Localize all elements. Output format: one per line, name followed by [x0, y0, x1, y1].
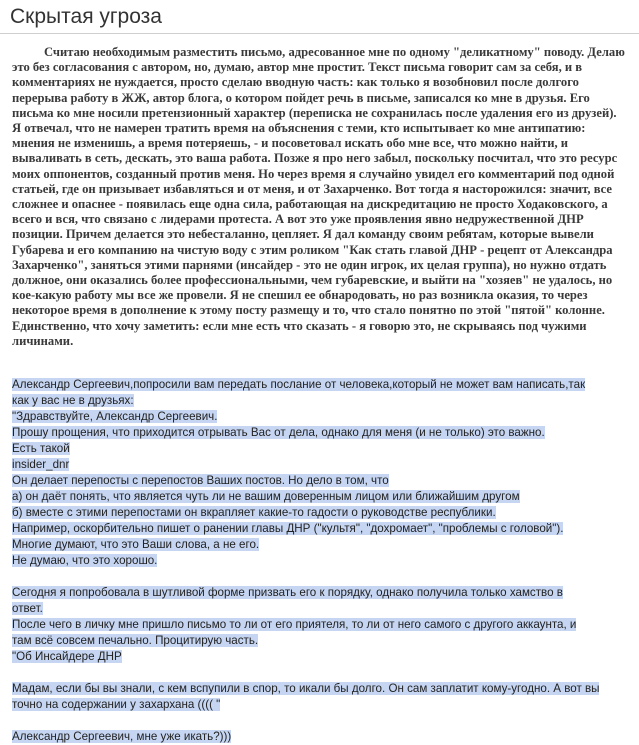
quote-line-text: Многие думают, что это Ваши слова, а не его. — [12, 538, 260, 551]
intro-paragraph — [12, 45, 626, 349]
quote-line — [12, 377, 632, 393]
page-title: Скрытая угроза — [10, 5, 162, 28]
title-bar — [0, 0, 639, 34]
quoted-letter — [12, 377, 632, 745]
quote-line — [12, 425, 632, 441]
quote-line — [12, 665, 632, 681]
quote-line-text: insider_dnr — [12, 458, 70, 471]
quote-line-text: Он делает перепосты с перепостов Ваших постов. Но дело в том, что — [12, 474, 389, 487]
quote-line — [12, 713, 632, 729]
quote-line — [12, 649, 632, 665]
quote-line — [12, 441, 632, 457]
quote-line — [12, 553, 632, 569]
quote-line — [12, 681, 632, 697]
intro-text: Считаю необходимым разместить письмо, адресованное мне по одному "деликатному" поводу. Делаю это без согласования с автором, но, думаю, автор мне простит. Текст письма говорит сам за себя, и в комментариях не нуждается, просто сделаю вводную часть: как только я возобновил после долгого перерыва работу в ЖЖ, автор блога, о котором пойдет речь в письме, записался ко мне в друзья. Его письма ко мне носили претензионный характер (переписка не сохранилась после удаления его из друзей). Я отвечал, что не намерен тратить время на объяснения с теми, кто испытывает ко мне антипатию: мнения не изменишь, а время потеряешь, - и посоветовал искать обо мне все, что можно найти, и вываливать в сеть, дескать, это ваша работа. Позже я про него забыл, поскольку посчитал, что это ресурс моих оппонентов, созданный против меня. Но через время я случайно увидел его комментарий под одной статьей, где он призывает избавляться и от меня, и от Захарченко. Вот тогда я насторожился: значит, все сложнее и опаснее - появилась еще одна сила, работающая на дискредитацию не просто Ходаковского, а всего и вся, что связано с лидерами протеста. А вот это уже проявления явно недружественной ДНР позиции. Причем делается это небесталанно, цепляет. Я дал команду своим ребятам, которые вывели Губарева и его компанию на чистую воду с этим роликом "Как стать главой ДНР - рецепт от Александра Захарченко", заняться этими парнями (инсайдер - это не один игрок, их целая группа), но нужно отдать должное, они оказались более профессиональными, чем губаревские, и выйти на "хозяев" не удалось, но кое-какую работу мы все же провели. Я не спешил ее обнародовать, но раз возникла оказия, то через некоторое время в дополнение к этому посту размещу и то, что стало понятно по этой "пятой" колонне. Единственно, что хочу заметить: если мне есть что сказать - я говорю это, не скрываясь под чужими личинами. — [12, 45, 625, 348]
quote-line — [12, 569, 632, 585]
quote-line-text: Мадам, если бы вы знали, с кем вспупили в спор, то икали бы долго. Он сам заплатит кому-угодно. А вот вы — [12, 682, 600, 695]
quote-line-text: б) вместе с этими перепостами он вкрапляет какие-то гадости о руководстве республики. — [12, 506, 496, 519]
quote-line-text: Есть такой — [12, 442, 70, 455]
quote-line — [12, 537, 632, 553]
quote-line — [12, 617, 632, 633]
quote-line-text: Сегодня я попробовала в шутливой форме призвать его к порядку, однако получила только хамство в — [12, 586, 563, 599]
quote-line — [12, 633, 632, 649]
quote-line-text: "Об Инсайдере ДНР — [12, 650, 122, 663]
quote-line — [12, 489, 632, 505]
quote-line — [12, 601, 632, 617]
quote-line-text: Александр Сергеевич,попросили вам передать послание от человека,который не может вам написать,так — [12, 378, 586, 391]
quote-line-text: Александр Сергеевич, мне уже икать?))) — [12, 730, 232, 743]
quote-line-text: После чего в личку мне пришло письмо то ли от его приятеля, то ли от него самого с другого аккаунта, и — [12, 618, 577, 631]
quote-line — [12, 585, 632, 601]
quote-line — [12, 473, 632, 489]
quote-line-text: точно на содержании у захархана (((( " — [12, 698, 221, 711]
quote-line — [12, 409, 632, 425]
quote-line-text: там всё совсем печально. Процитирую часть. — [12, 634, 259, 647]
quote-line-text: Прошу прощения, что приходится отрывать Вас от дела, однако для меня (и не только) это важно. — [12, 426, 545, 439]
quote-line-text: как у вас не в друзьях: — [12, 394, 134, 407]
quote-line-text: "Здравствуйте, Александр Сергеевич. — [12, 410, 218, 423]
quote-line-text: ответ. — [12, 602, 43, 615]
quote-line-text: а) он даёт понять, что является чуть ли не вашим доверенным лицом или ближайшим другом — [12, 490, 520, 503]
quote-line — [12, 457, 632, 473]
quote-line — [12, 505, 632, 521]
quote-line-text: Не думаю, что это хорошо. — [12, 554, 158, 567]
quote-line-text: Например, оскорбительно пишет о ранении главы ДНР ("культя", "дохромает", "проблемы с головой"). — [12, 522, 564, 535]
quote-line — [12, 521, 632, 537]
quote-line — [12, 697, 632, 713]
quote-line — [12, 729, 632, 745]
quote-line — [12, 393, 632, 409]
